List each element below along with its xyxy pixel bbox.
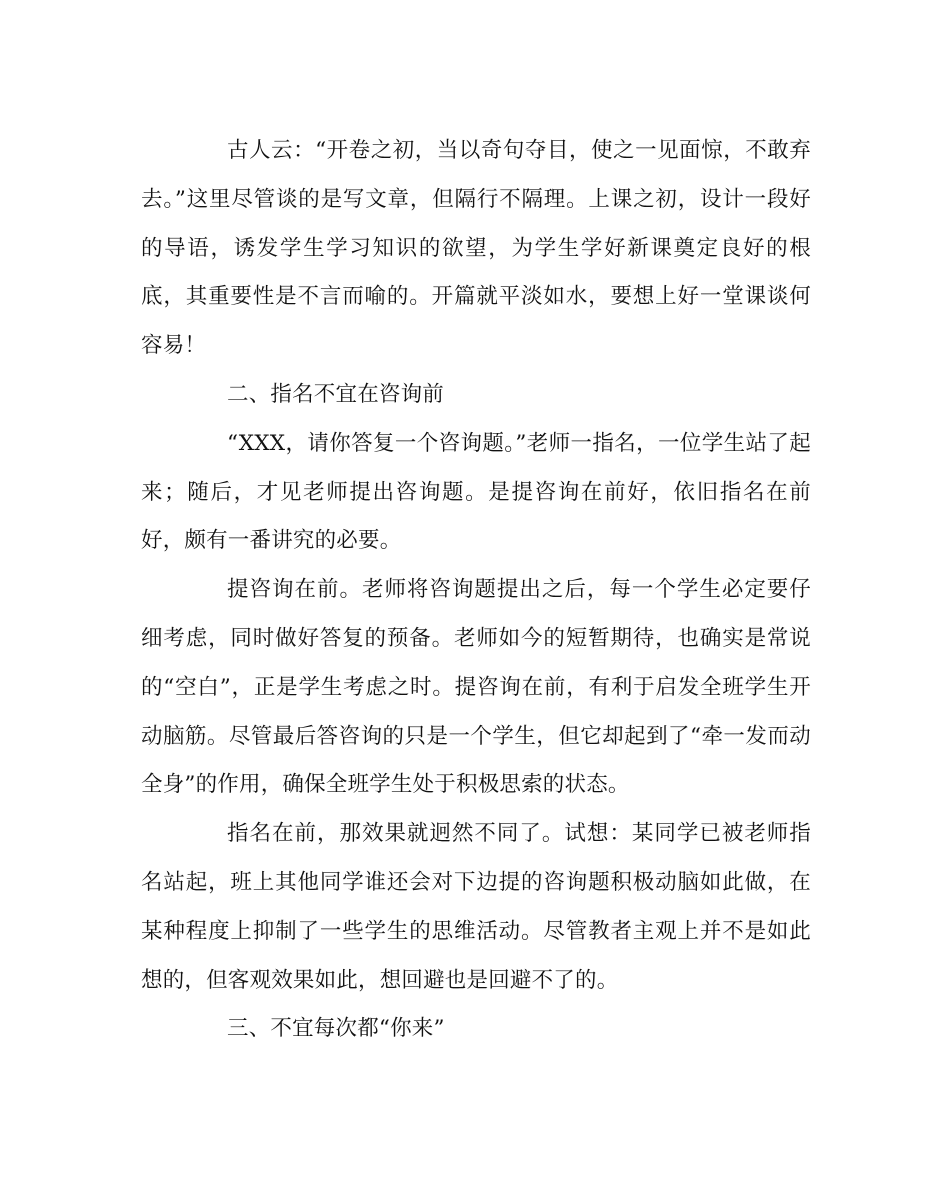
section-heading-3: 三、不宜每次都“你来” — [227, 1016, 445, 1042]
section-heading-2: 二、指名不宜在咨询前 — [227, 381, 445, 407]
paragraph-naming-example: “XXX，请你答复一个咨询题。”老师一指名，一位学生站了起来；随后，才见老师提出咨询题。是提咨询在前好，依旧指名在前好，颇有一番讲究的必要。 — [141, 430, 811, 554]
paragraph-opening-importance: 古人云：“开卷之初，当以奇句夺目，使之一见面惊，不敢弃去。”这里尽管谈的是写文章，但隔行不隔理。上课之初，设计一段好的导语，诱发学生学习知识的欲望，为学生学好新课奠定良好的根底，其重要性是不言而喻的。开篇就平淡如水，要想上好一堂课谈何容易！ — [141, 138, 811, 359]
paragraph-name-first: 指名在前，那效果就迥然不同了。试想：某同学已被老师指名站起，班上其他同学谁还会对下边提的咨询题积极动脑如此做，在某种程度上抑制了一些学生的思维活动。尽管教者主观上并不是如此想的，但客观效果如此，想回避也是回避不了的。 — [141, 821, 811, 993]
paragraph-question-first: 提咨询在前。老师将咨询题提出之后，每一个学生必定要仔细考虑，同时做好答复的预备。老师如今的短暂期待，也确实是常说的“空白”，正是学生考虑之时。提咨询在前，有利于启发全班学生开动脑筋。尽管最后答咨询的只是一个学生，但它却起到了“牵一发而动全身”的作用，确保全班学生处于积极思索的状态。 — [141, 577, 811, 798]
document-body — [141, 127, 811, 1054]
